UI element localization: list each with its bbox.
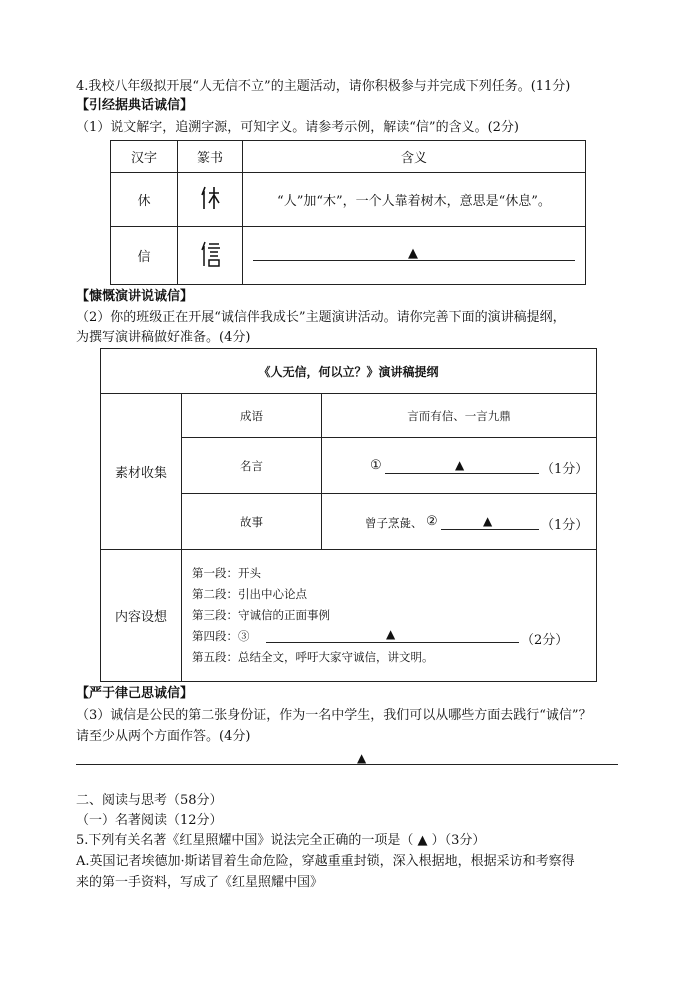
- seal-xin-image: [178, 227, 243, 285]
- etymology-table: [110, 140, 586, 285]
- header-seal: 篆书: [178, 141, 243, 173]
- outline-para-3: 第三段：守诚信的正面事例: [192, 608, 330, 622]
- triangle-1: ▲: [455, 458, 465, 472]
- story-answer[interactable]: [322, 494, 597, 550]
- q4-sub1: （1）说文解字，追溯字源，可知字义。请参考示例，解读“信”的含义。(2分): [76, 120, 519, 135]
- story-label: 故事: [182, 494, 322, 550]
- q5-option-a-line2: 来的第一手资料，写成了《红星照耀中国》: [76, 875, 324, 890]
- q4-sub3-line2: 请至少从两个方面作答。(4分): [76, 729, 251, 744]
- part2-sub: （一）名著阅读（12分）: [76, 813, 223, 828]
- q4-sub3-line1: （3）诚信是公民的第二张身份证，作为一名中学生，我们可以从哪些方面去践行“诚信”？: [76, 708, 592, 723]
- q4-stem: 4.我校八年级拟开展“人无信不立”的主题活动，请你积极参与并完成下列任务。(11分): [76, 79, 571, 94]
- speech-outline-table: [100, 348, 597, 682]
- q5-stem: 5.下列有关名著《红星照耀中国》说法完全正确的一项是（ ▲ ）（3分）: [76, 833, 486, 848]
- answer-line-q4-3[interactable]: [76, 764, 618, 765]
- part2-title: 二、阅读与思考（58分）: [76, 793, 223, 808]
- meaning-xin-answer[interactable]: [243, 227, 586, 285]
- content-plan-label: 内容设想: [101, 550, 182, 682]
- outline-para-2: 第二段：引出中心论点: [192, 587, 307, 601]
- outline-answer-line[interactable]: [266, 642, 519, 643]
- score-2: （1分）: [541, 518, 589, 533]
- q4-sub2-line2: 为撰写演讲稿做好准备。(4分): [76, 330, 251, 345]
- meaning-xiu: “人”加“木”，一个人靠着树木，意思是“休息”。: [243, 173, 586, 227]
- seal-script-xiu-icon: [199, 185, 221, 211]
- story-prefix: 曾子烹彘、: [365, 516, 423, 530]
- score-1: （1分）: [541, 462, 589, 477]
- section-title-3: 【严于律己思诚信】: [76, 686, 194, 701]
- quote-answer[interactable]: [322, 438, 597, 494]
- char-xin: 信: [111, 227, 178, 285]
- section-title-1: 【引经据典话诚信】: [76, 98, 194, 113]
- triangle-3: ▲: [386, 627, 396, 641]
- triangle-2: ▲: [483, 514, 493, 528]
- outline-para-5: 第五段：总结全文，呼吁大家守诚信，讲文明。: [192, 650, 434, 664]
- quote-label: 名言: [182, 438, 322, 494]
- outline-title: 《人无信，何以立？》演讲稿提纲: [101, 349, 597, 394]
- marker-1: ①: [370, 458, 382, 473]
- marker-2: ②: [426, 514, 438, 529]
- section-title-2: 【慷慨演讲说诚信】: [76, 289, 194, 304]
- seal-script-xin-icon: [199, 240, 221, 268]
- score-3: （2分）: [521, 633, 569, 648]
- q5-option-a-line1: A.英国记者埃德加·斯诺冒着生命危险，穿越重重封锁，深入根据地，根据采访和考察得: [76, 854, 575, 869]
- material-collection-label: 素材收集: [101, 394, 182, 550]
- idiom-content: 言而有信、一言九鼎: [322, 394, 597, 438]
- outline-para-4: 第四段：③: [192, 629, 250, 643]
- char-xiu: 休: [111, 173, 178, 227]
- outline-para-1: 第一段：开头: [192, 566, 261, 580]
- header-meaning: 含义: [243, 141, 586, 173]
- content-plan-cell: [182, 550, 597, 682]
- idiom-label: 成语: [182, 394, 322, 438]
- q4-sub2-line1: （2）你的班级正在开展“诚信伴我成长”主题演讲活动。请你完善下面的演讲稿提纲，: [76, 310, 566, 325]
- answer-triangle-q4-3: ▲: [357, 751, 367, 765]
- header-char: 汉字: [111, 141, 178, 173]
- seal-xiu-image: [178, 173, 243, 227]
- answer-triangle: ▲: [408, 246, 418, 261]
